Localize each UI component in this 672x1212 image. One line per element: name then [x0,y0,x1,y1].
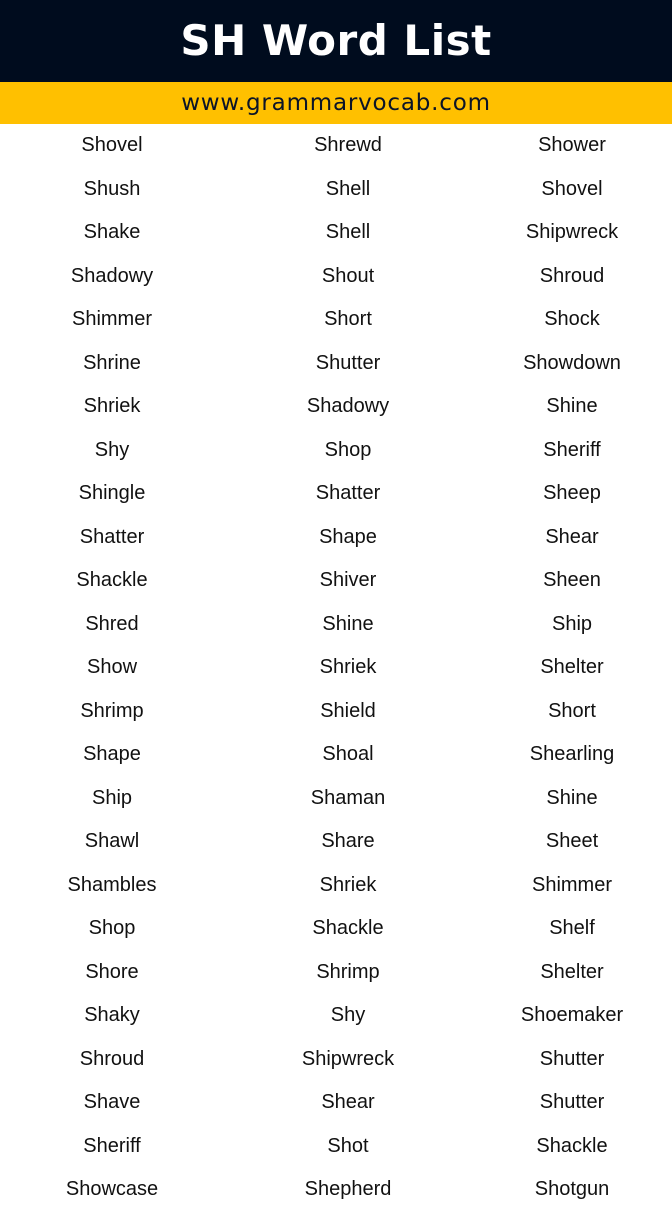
word-item: Short [324,308,372,330]
word-item: Shush [83,177,141,200]
word-item: Shout [321,264,375,287]
word-item: Shrewd [314,134,382,156]
word-item: Showcase [65,1178,159,1200]
word-item: Shipwreck [525,221,619,243]
word-item: Shore [85,960,139,983]
page-title: SH Word List [180,15,492,65]
word-column-1 [0,124,224,1212]
word-item: Shear [321,1091,375,1113]
word-item: Shroud [539,264,605,287]
word-item: Shape [319,525,377,548]
word-item: Shawl [84,830,140,852]
word-item: Shingle [78,482,146,504]
word-item: Sheriff [83,1134,141,1157]
word-item: Shape [83,743,141,765]
word-item: Shoemaker [520,1004,624,1026]
word-item: Shambles [67,873,157,896]
word-item: Sheriff [543,438,601,461]
word-item: Shake [83,221,141,243]
word-item: Shine [546,786,598,809]
word-item: Shield [320,699,376,722]
word-item: Shotgun [534,1178,610,1200]
word-item: Shutter [539,1047,605,1070]
word-item: Shadowy [306,395,390,417]
word-item: Shadowy [70,264,154,287]
word-item: Shutter [539,1091,605,1113]
word-item: Shrimp [80,699,144,722]
word-item: Shaky [84,1004,140,1026]
word-column-3 [460,124,672,1212]
word-item: Shovel [541,177,603,200]
word-item: Shot [327,1134,369,1157]
word-item: Shutter [315,351,381,374]
word-column-2 [236,124,460,1212]
word-item: Shackle [76,569,148,591]
word-item: Sheet [545,830,599,852]
word-item: Shrimp [316,960,380,983]
word-item: Ship [91,786,133,809]
title-banner [0,0,672,82]
word-item: Shimmer [531,873,612,896]
word-item: Shovel [81,134,143,156]
word-item: Share [321,830,375,852]
word-item: Shy [94,438,130,461]
word-item: Ship [551,612,593,635]
word-item: Sheen [543,569,601,591]
word-item: Shear [545,525,599,548]
word-item: Shine [322,612,374,635]
word-item: Sheep [543,482,601,504]
word-item: Shriek [83,395,141,417]
word-item: Shave [83,1091,141,1113]
word-item: Shred [85,612,139,635]
word-item: Showdown [523,351,621,374]
word-item: Shiver [319,569,377,591]
word-item: Shock [544,308,600,330]
word-item: Shelter [540,960,604,983]
word-item: Shower [538,134,606,156]
word-item: Shell [325,177,371,200]
word-item: Shaman [310,786,386,809]
word-item: Shepherd [304,1178,392,1200]
word-item: Shy [330,1004,366,1026]
word-item: Shearling [529,743,615,765]
word-item: Show [86,656,138,678]
word-item: Shrine [83,351,141,374]
word-item: Shell [325,221,371,243]
website-url: www.grammarvocab.com [181,90,491,116]
word-item: Shatter [315,482,381,504]
word-item: Shop [88,917,136,939]
word-item: Shackle [312,917,384,939]
word-item: Short [548,699,596,722]
word-grid [0,124,672,1210]
word-item: Shelter [540,656,604,678]
word-item: Shop [324,438,372,461]
word-item: Shoal [322,743,374,765]
url-banner [0,82,672,124]
word-item: Shimmer [71,308,152,330]
word-item: Shelf [549,917,595,939]
word-item: Shatter [79,525,145,548]
word-item: Shriek [319,656,377,678]
word-item: Shroud [79,1047,145,1070]
word-item: Shine [546,395,598,417]
word-item: Shackle [536,1134,608,1157]
word-item: Shipwreck [301,1047,395,1070]
word-item: Shriek [319,873,377,896]
